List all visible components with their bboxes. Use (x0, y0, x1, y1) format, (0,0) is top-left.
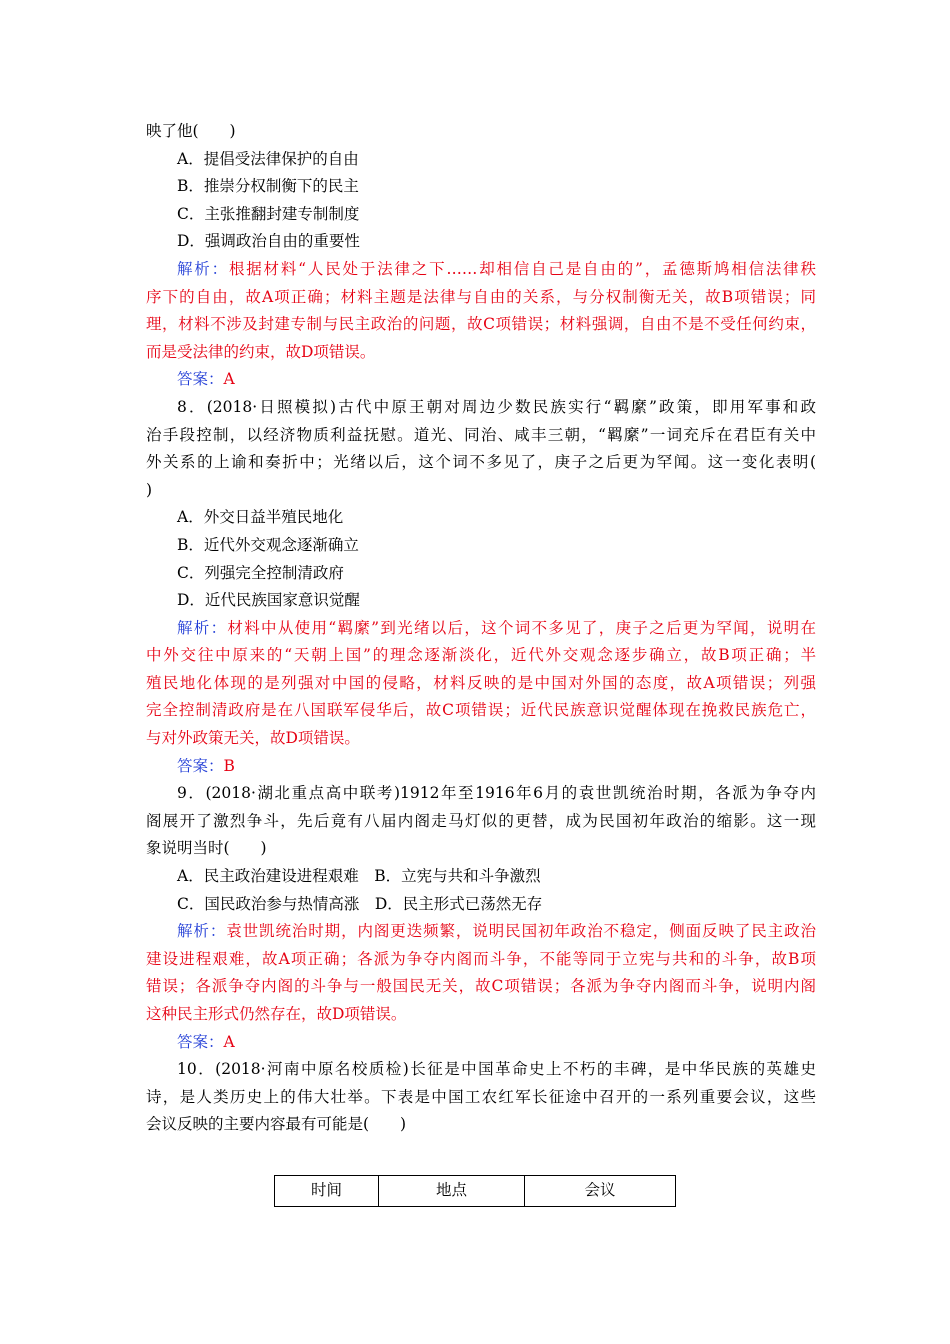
q7-analysis-line-4: 而是受法律的约束，故D项错误。 (146, 342, 376, 361)
q9-stem-line-2: 阁展开了激烈争斗，先后竟有八届内阁走马灯似的更替，成为民国初年政治的缩影。这一现 (146, 811, 816, 830)
q8-answer (146, 753, 816, 781)
q9-analysis-line-2: 建设进程艰难，故A项正确；各派为争夺内阁而斗争，不能等同于立宪与共和的斗争，故B项 (146, 949, 816, 968)
q8-stem-line-2: 治手段控制，以经济物质利益抚慰。道光、同治、咸丰三朝，“羁縻”一词充斥在君臣有关中 (146, 425, 816, 444)
q9-analysis-label: 解析： (177, 922, 227, 941)
q9-analysis-line-3: 错误；各派争夺内阁的斗争与一般国民无关，故C项错误；各派为争夺内阁而斗争，说明内阁 (146, 977, 816, 996)
q8-option-d: D．近代民族国家意识觉醒 (177, 591, 360, 610)
document-page (146, 118, 816, 1139)
q8-answer-value: B (223, 756, 235, 775)
q9-analysis-line-4: 这种民主形式仍然存在，故D项错误。 (146, 1005, 407, 1023)
q9-answer (146, 1029, 816, 1057)
q8-option-b: B．近代外交观念逐渐确立 (177, 535, 359, 554)
q8-analysis-line-5: 与对外政策无关，故D项错误。 (146, 729, 360, 748)
q8-analysis-line-4: 完全控制清政府是在八国联军侵华后，故C项错误；近代民族意识觉醒体现在挽救民族危亡， (146, 701, 816, 720)
q8-stem-line-1: 8．(2018·日照模拟)古代中原王朝对周边少数民族实行“羁縻”政策，即用军事和政 (177, 397, 816, 416)
q7-answer (146, 366, 816, 394)
q7-option-a: A．提倡受法律保护的自由 (177, 149, 359, 168)
q8-option-a: A．外交日益半殖民地化 (177, 508, 344, 527)
q9-options-row-2: C．国民政治参与热情高涨 D．民主形式已荡然无存 (177, 894, 543, 913)
q9-stem-line-3: 象说明当时( ) (146, 839, 267, 858)
q9-stem-line-1: 9．(2018·湖北重点高中联考)1912年至1916年6月的袁世凯统治时期，各派为争夺内 (177, 784, 816, 803)
q8-analysis-line-1: 解析：材料中从使用“羁縻”到光绪以后，这个词不多见了，庚子之后更为罕闻，说明在 (177, 618, 816, 637)
q8-analysis-line-3: 殖民地化体现的是列强对中国的侵略，材料反映的是中国对外国的态度，故A项错误；列强 (146, 673, 816, 692)
q8-analysis-label: 解析： (177, 618, 228, 637)
q9-answer-label: 答案： (177, 1032, 224, 1051)
q9-answer-value: A (223, 1032, 235, 1051)
q9-analysis-line-1: 解析：袁世凯统治时期，内阁更迭频繁，说明民国初年政治不稳定，侧面反映了民主政治 (177, 922, 816, 941)
q7-stem-end: 映了他( ) (146, 122, 236, 140)
table-header-meeting: 会议 (525, 1176, 676, 1207)
q7-analysis-line-1: 解析：根据材料“人民处于法律之下……却相信自己是自由的”，孟德斯鸠相信法律秩 (177, 259, 816, 278)
q10-stem-line-3: 会议反映的主要内容最有可能是( ) (146, 1115, 407, 1134)
q8-option-c: C．列强完全控制清政府 (177, 563, 344, 582)
q7-option-c: C．主张推翻封建专制制度 (177, 204, 360, 223)
q8-analysis-line-2: 中外交往中原来的“天朝上国”的理念逐渐淡化，近代外交观念逐步确立，故B项正确；半 (146, 646, 816, 665)
table-header-row (275, 1176, 676, 1207)
q7-analysis-line-3: 理，材料不涉及封建专制与民主政治的问题，故C项错误；材料强调，自由不是不受任何约束， (146, 315, 816, 334)
q7-answer-value: A (223, 370, 235, 389)
q7-analysis-label: 解析： (177, 259, 229, 278)
q7-analysis-line-2: 序下的自由，故A项正确；材料主题是法律与自由的关系，与分权制衡无关，故B项错误；同 (146, 287, 816, 306)
q7-option-d: D．强调政治自由的重要性 (177, 232, 360, 251)
q7-answer-label: 答案： (177, 370, 224, 389)
q8-stem-line-3: 外关系的上谕和奏折中；光绪以后，这个词不多见了，庚子之后更为罕闻。这一变化表明( (146, 453, 816, 472)
q9-options-row-1: A．民主政治建设进程艰难 B．立宪与共和斗争激烈 (177, 867, 541, 886)
q8-answer-label: 答案： (177, 756, 224, 775)
q8-stem-line-4: ) (146, 480, 153, 499)
q7-option-b: B．推崇分权制衡下的民主 (177, 177, 359, 196)
q10-stem-line-2: 诗，是人类历史上的伟大壮举。下表是中国工农红军长征途中召开的一系列重要会议，这些 (146, 1087, 816, 1106)
table-header-place: 地点 (379, 1176, 525, 1207)
table-header-time: 时间 (275, 1176, 379, 1207)
q10-stem-line-1: 10．(2018·河南中原名校质检)长征是中国革命史上不朽的丰碑，是中华民族的英雄史 (177, 1060, 816, 1079)
q10-meeting-table (274, 1175, 676, 1207)
